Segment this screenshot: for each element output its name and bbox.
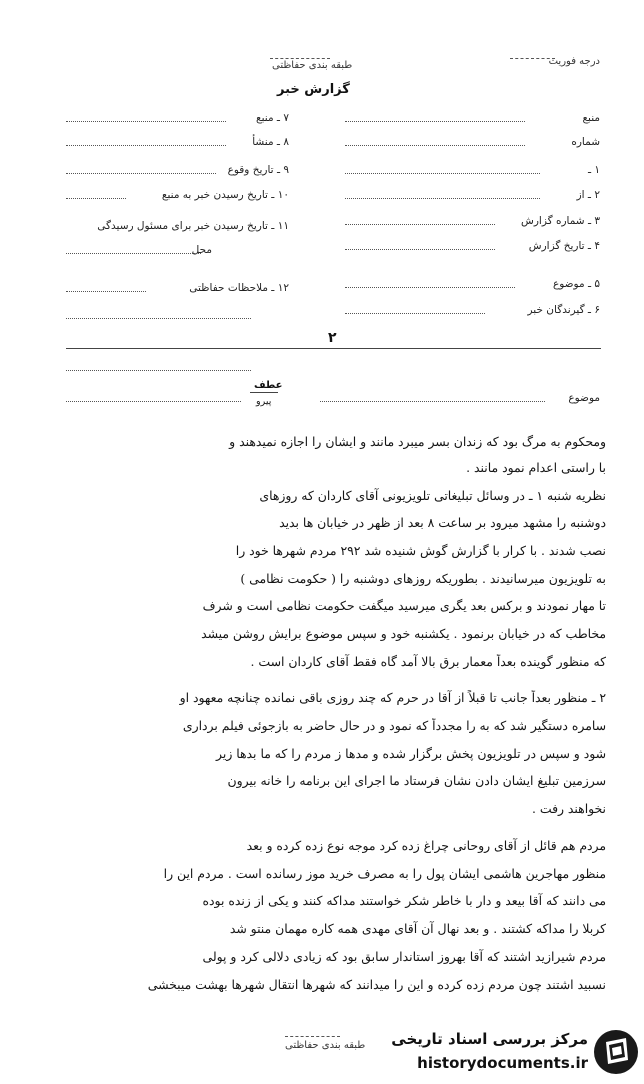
stamp-follow: پیرو (256, 396, 272, 407)
field-7-line (66, 121, 226, 122)
section-divider (66, 348, 601, 349)
field-1: ۱ ـ (587, 164, 600, 176)
field-number: شماره (571, 136, 600, 148)
body-line: ۲ ـ منظور بعداً جانب تا قبلاً از آقا در حرم که چند روزی باقی نمانده چنانچه معهود او (179, 690, 606, 705)
urgency-rule (510, 58, 555, 59)
field-12: ۱۲ ـ ملاحظات حفاظتی (189, 282, 289, 294)
document-title: گزارش خبر (277, 82, 350, 97)
field-number-line (345, 145, 525, 146)
field-11-sub: محل (191, 244, 212, 256)
body-line: نصب شدند . با کرار با گزارش گوش شنیده شد ۲۹۲ مردم شهرها خود را (235, 543, 606, 558)
field-7: ۷ ـ منبع (256, 112, 289, 124)
body-line: مخاطب که در خیابان برنمود . یکشنبه خود و سپس موضوع برایش روشن میشد (201, 626, 606, 641)
field-10-line (66, 198, 126, 199)
body-line: منظور مهاجرین هاشمی ایشان پول را به مصرف خرید موز رسانده است . مردم این را (163, 866, 606, 881)
footer-rule (285, 1036, 340, 1037)
field-recipients-line (345, 313, 485, 314)
stamp-rule (250, 392, 278, 393)
body-line: دوشنبه را مشهد میرود بر ساعت ۸ بعد از ظهر در خیابان ها بدید (279, 515, 606, 530)
field-source: منبع (582, 112, 600, 124)
site-watermark (372, 1026, 640, 1082)
body-line: شود و سپس در تلویزیون پخش برگزار شده و مدها ز مردم را که ما بدها زیر (216, 746, 606, 761)
classification-label: طبقه بندی حفاظتی (272, 60, 353, 71)
field-extra-line-2 (66, 370, 251, 371)
field-12-line (66, 291, 146, 292)
body-line: کربلا را مداکه کشتند . و بعد نهال آن آقای مهدی همه کاره مهمان منتو شد (229, 921, 606, 936)
field-1-line (345, 173, 540, 174)
section-number: ۲ (328, 330, 337, 346)
field-11: ۱۱ ـ تاریخ رسیدن خبر برای مسئول رسیدگی (97, 220, 289, 232)
body-line: که منظور گوینده بعداً معمار برق بالا آمد گاه فقط آقای کاردان است . (250, 654, 606, 669)
watermark-name: مرکز بررسی اسناد تاریخی (391, 1030, 588, 1048)
stamp-ref: عطف (254, 380, 283, 391)
topic-label: موضوع (568, 392, 600, 404)
field-8-line (66, 145, 226, 146)
field-8: ۸ ـ منشأ (252, 136, 289, 148)
body-line: نخواهند رفت . (532, 801, 606, 816)
watermark-url: historydocuments.ir (417, 1054, 588, 1072)
body-line: نظریه شنبه ۱ ـ در وسائل تبلیغاتی تلویزیونی آقای کاردان که روزهای (259, 488, 606, 503)
field-2: ۲ ـ از (576, 189, 600, 201)
body-line: مردم شیرازید اشتند که آقا بهروز استاندار سابق بود که زیادی دلالی کرد و پولی (202, 949, 606, 964)
field-9-line (66, 173, 216, 174)
topic-line-left (66, 401, 241, 402)
body-line: ومحکوم به مرگ بود که زندان بسر میبرد مانند و ایشان را اجازه نمیدهند و (229, 434, 606, 449)
body-line: نسبید اشتند چون مردم زده کرده و این را میدانند که شهرها انتقال شهرها بهشت میبخشی (147, 977, 606, 992)
field-9: ۹ ـ تاریخ وقوع (227, 164, 289, 176)
footer-classification: طبقه بندی حفاظتی (285, 1040, 366, 1051)
field-report-number-line (345, 224, 495, 225)
field-2-line (345, 198, 540, 199)
field-subject-line (345, 287, 515, 288)
field-source-line (345, 121, 525, 122)
body-line: سامره دستگیر شد که به را مجدداً که نمود و در حال حاضر به بازجوئی فیلم برداری (182, 718, 606, 733)
topic-line (320, 401, 545, 402)
archive-logo-icon (592, 1028, 640, 1076)
field-subject: ۵ ـ موضوع (552, 278, 600, 290)
field-recipients: ۶ ـ گیرندگان خبر (527, 304, 600, 316)
header-rule (270, 58, 330, 59)
field-extra-line-1 (66, 318, 251, 319)
field-11-line (66, 253, 201, 254)
field-10: ۱۰ ـ تاریخ رسیدن خبر به منبع (161, 189, 289, 201)
field-report-date: ۴ ـ تاریخ گزارش (528, 240, 600, 252)
body-line: به تلویزیون میرسانیدند . بطوریکه روزهای دوشنبه را ( حکومت نظامی ) (240, 571, 606, 586)
body-line: تا مهار نمودند و برکس بعد یگری میرسید میگفت حکومت نظامی است و شرف (202, 598, 606, 613)
field-report-date-line (345, 249, 495, 250)
urgency-label: درجه فوریت (548, 56, 600, 67)
body-line: مردم هم قائل از آقای روحانی چراغ زده کرد موجه نوع زده کرده و بعد (246, 838, 606, 853)
body-line: می دانند که آقا بیعد و دار با خاطر شکر خواستند مداکه کنند و یکی از زنده بوده (202, 893, 606, 908)
body-line: سرزمین تبلیغ ایشان دادن نشان فرستاد ما اجرای این برنامه را خانه بیرون (227, 773, 606, 788)
field-report-number: ۳ ـ شماره گزارش (521, 215, 600, 227)
body-line: با راستی اعدام نمود مانند . (466, 460, 606, 475)
